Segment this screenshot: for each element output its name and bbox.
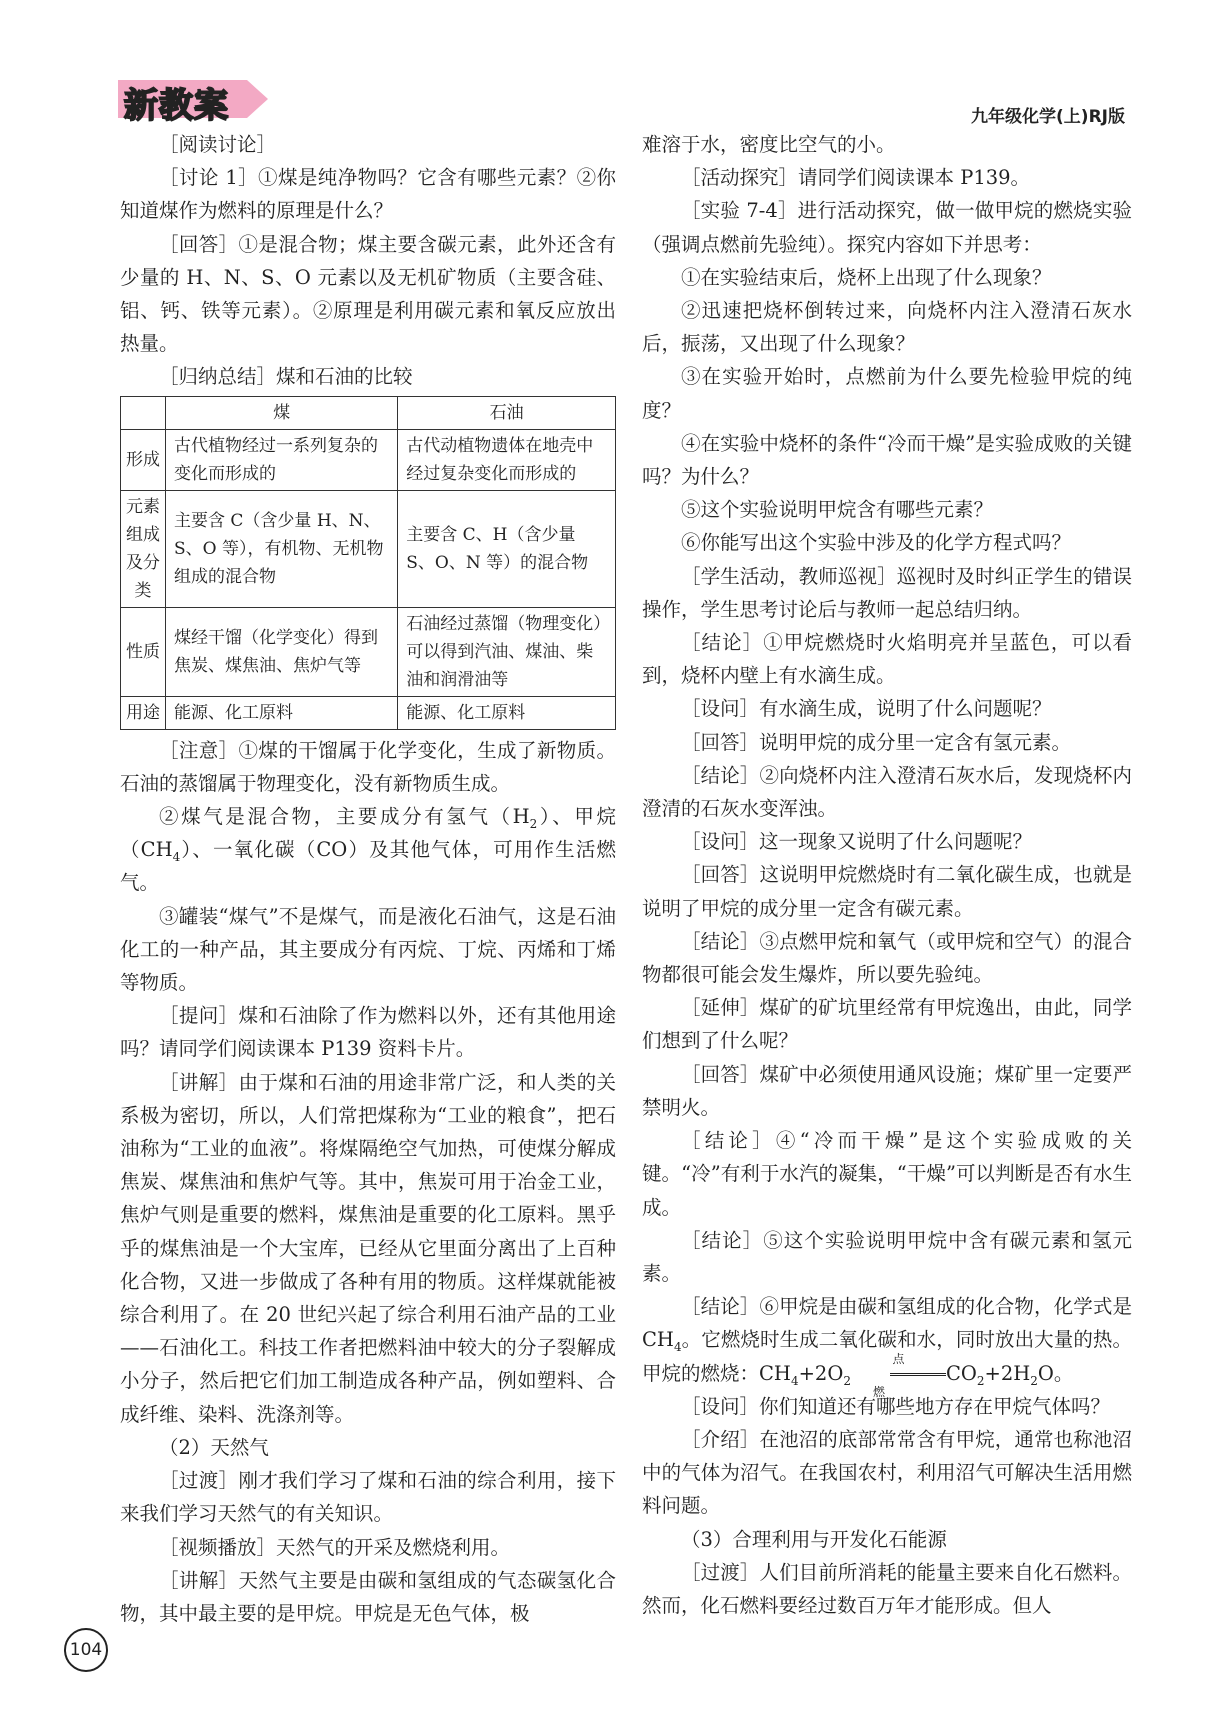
table-caption: ［归纳总结］煤和石油的比较 xyxy=(159,365,413,389)
comparison-table xyxy=(120,396,616,730)
subscript: 2 xyxy=(843,1373,851,1388)
table-cell: 主要含 C（含少量 H、N、S、O 等），有机物、无机物组成的混合物 xyxy=(166,490,398,607)
subscript: 4 xyxy=(790,1373,799,1388)
right-column xyxy=(642,128,1132,1622)
reaction-condition: 点燃 xyxy=(872,1351,905,1399)
text-span: O。 xyxy=(1037,1361,1074,1385)
table-cell: 石油经过蒸馏（物理变化）可以得到汽油、煤油、柴油和润滑油等 xyxy=(398,607,616,696)
paragraph: ③罐装“煤气”不是煤气，而是液化石油气，这是石油化工的一种产品，其主要成分有丙烷、丁烷、丙烯和丁烯等物质。 xyxy=(120,904,616,995)
row-header: 性质 xyxy=(121,607,166,696)
paragraph: ［设问］你们知道还有哪些地方存在甲烷气体吗？ xyxy=(681,1394,1111,1418)
table-cell: 古代植物经过一系列复杂的变化而形成的 xyxy=(166,429,398,490)
row-header: 形成 xyxy=(121,429,166,490)
subsection-heading: （3）合理利用与开发化石能源 xyxy=(681,1527,947,1551)
section-heading: ［阅读讨论］ xyxy=(159,133,277,156)
subscript: 4 xyxy=(673,1340,682,1355)
table-header-row xyxy=(121,396,616,429)
paragraph: ［结论］③点燃甲烷和氧气（或甲烷和空气）的混合物都很可能会发生爆炸，所以要先验纯。 xyxy=(642,929,1132,987)
question-item: ⑥你能写出这个实验中涉及的化学方程式吗？ xyxy=(681,531,1072,555)
reaction-arrow xyxy=(851,1351,946,1399)
paragraph: ［过渡］刚才我们学习了煤和石油的综合利用，接下来我们学习天然气的有关知识。 xyxy=(120,1469,616,1526)
paragraph: 难溶于水，密度比空气的小。 xyxy=(642,133,896,156)
table-row xyxy=(121,696,616,729)
paragraph: ［结论］④“冷而干燥”是这个实验成败的关键。“冷”有利于水汽的凝集，“干燥”可以判断是否有水生成。 xyxy=(642,1129,1132,1219)
text-span: ②煤气是混合物，主要成分有氢气（H xyxy=(159,805,530,829)
paragraph: ［过渡］人们目前所消耗的能量主要来自化石燃料。然而，化石燃料要经过数百万年才能形成。但人 xyxy=(642,1560,1132,1617)
paragraph: ［回答］说明甲烷的成分里一定含有氢元素。 xyxy=(681,730,1072,754)
paragraph: ［学生活动，教师巡视］巡视时及时纠正学生的错误操作，学生思考讨论后与教师一起总结归纳。 xyxy=(642,564,1132,621)
paragraph: ［讲解］由于煤和石油的用途非常广泛，和人类的关系极为密切，所以，人们常把煤称为“工业的粮食”，把石油称为“工业的血液”。将煤隔绝空气加热，可使煤分解成焦炭、煤焦油和焦炉气等。其中，焦炭可用于冶金工业，焦炉气则是重要的燃料，煤焦油是重要的化工原料。黑乎乎的煤焦油是一个大宝库，已经从它里面分离出了上百种化合物，又进一步做成了各种有用的物质。这样煤就能被综合利用了。在 20 世纪兴起了综合利用石油产品的工业——石油化工。科技工作者把燃料油中较大的分子裂解成小分子，然后把它们加工制造成各种产品，例如塑料、合成纤维、染料、洗涤剂等。 xyxy=(120,1070,616,1426)
paragraph: ［设问］这一现象又说明了什么问题呢？ xyxy=(681,830,1033,854)
subsection-heading: （2）天然气 xyxy=(159,1435,269,1459)
paragraph: ［回答］①是混合物；煤主要含碳元素，此外还含有少量的 H、N、S、O 元素以及无机矿物质（主要含硅、铝、钙、铁等元素）。②原理是利用碳元素和氧反应放出热量。 xyxy=(120,232,616,356)
text-span: +2O xyxy=(798,1361,844,1385)
paragraph: ［活动探究］请同学们阅读课本 P139。 xyxy=(681,166,1031,190)
subscript: 2 xyxy=(1030,1373,1038,1388)
paragraph: ［讲解］天然气主要是由碳和氢组成的气态碳氢化合物，其中最主要的是甲烷。甲烷是无色气体，极 xyxy=(120,1568,616,1625)
page-number: 104 xyxy=(64,1628,108,1672)
table-cell: 主要含 C、H（含少量 S、O、N 等）的混合物 xyxy=(398,490,616,607)
table-cell: 古代动植物遗体在地壳中经过复杂变化而形成的 xyxy=(398,429,616,490)
table-cell: 能源、化工原料 xyxy=(398,696,616,729)
question-item: ⑤这个实验说明甲烷含有哪些元素？ xyxy=(681,498,994,522)
subscript: 4 xyxy=(172,850,181,865)
table-row xyxy=(121,607,616,696)
paragraph: ［介绍］在池沼的底部常常含有甲烷，通常也称池沼中的气体为沼气。在我国农村，利用沼气可解决生活用燃料问题。 xyxy=(642,1427,1132,1518)
paragraph xyxy=(120,800,616,900)
row-header: 元素组成及分类 xyxy=(121,490,166,607)
table-row xyxy=(121,490,616,607)
text-span: CO xyxy=(945,1361,977,1385)
subscript: 2 xyxy=(976,1373,985,1388)
brand-logo xyxy=(118,76,278,126)
row-header: 用途 xyxy=(121,696,166,729)
table-cell: 能源、化工原料 xyxy=(166,696,398,729)
paragraph: ［结论］②向烧杯内注入澄清石灰水后，发现烧杯内澄清的石灰水变浑浊。 xyxy=(642,763,1132,821)
text-span: +2H xyxy=(984,1361,1031,1385)
text-span: ）、甲烷（CH xyxy=(120,805,616,862)
text-span: 。它燃烧时生成二氧化碳和水，同时放出大量的热。甲烷的燃烧：CH xyxy=(642,1328,1132,1385)
column-header: 煤 xyxy=(166,396,398,429)
paragraph: ［提问］煤和石油除了作为燃料以外，还有其他用途吗？请同学们阅读课本 P139 资料卡片。 xyxy=(120,1004,616,1061)
left-column xyxy=(120,128,616,1630)
table-corner xyxy=(121,396,166,429)
paragraph: ［注意］①煤的干馏属于化学变化，生成了新物质。石油的蒸馏属于物理变化，没有新物质生成。 xyxy=(120,738,616,795)
text-span: ［结论］⑥甲烷是由碳和氢组成的化合物，化学式是 CH xyxy=(642,1295,1132,1352)
table-cell: 煤经干馏（化学变化）得到焦炭、煤焦油、焦炉气等 xyxy=(166,607,398,696)
subscript: 2 xyxy=(529,816,538,831)
table-row xyxy=(121,429,616,490)
text-span: ）、一氧化碳（CO）及其他气体，可用作生活燃气。 xyxy=(120,838,616,895)
paragraph: ［设问］有水滴生成，说明了什么问题呢？ xyxy=(681,697,1052,721)
question-item: ①在实验结束后，烧杯上出现了什么现象？ xyxy=(681,265,1052,289)
paragraph: ［讨论 1］①煤是纯净物吗？它含有哪些元素？②你知道煤作为燃料的原理是什么？ xyxy=(120,166,616,223)
paragraph: ［回答］煤矿中必须使用通风设施；煤矿里一定要严禁明火。 xyxy=(642,1062,1132,1119)
logo-text: 新教案 xyxy=(124,86,229,126)
question-item: ②迅速把烧杯倒转过来，向烧杯内注入澄清石灰水后，振荡，又出现了什么现象？ xyxy=(642,299,1132,356)
question-item: ④在实验中烧杯的条件“冷而干燥”是实验成败的关键吗？为什么？ xyxy=(642,431,1132,489)
paragraph: ［回答］这说明甲烷燃烧时有二氧化碳生成，也就是说明了甲烷的成分里一定含有碳元素。 xyxy=(642,863,1132,920)
paragraph: ［实验 7-4］进行活动探究，做一做甲烷的燃烧实验（强调点燃前先验纯）。探究内容如下并思考： xyxy=(642,199,1132,256)
edition-label: 九年级化学(上)RJ版 xyxy=(971,107,1125,127)
column-header: 石油 xyxy=(398,396,616,429)
question-item: ③在实验开始时，点燃前为什么要先检验甲烷的纯度？ xyxy=(642,365,1132,422)
paragraph: ［延伸］煤矿的矿坑里经常有甲烷逸出，由此，同学们想到了什么呢？ xyxy=(642,996,1132,1053)
paragraph: ［视频播放］天然气的开采及燃烧利用。 xyxy=(159,1535,511,1559)
equation-paragraph xyxy=(642,1290,1132,1399)
paragraph: ［结论］⑤这个实验说明甲烷中含有碳元素和氢元素。 xyxy=(642,1228,1132,1285)
paragraph: ［结论］①甲烷燃烧时火焰明亮并呈蓝色，可以看到，烧杯内壁上有水滴生成。 xyxy=(642,631,1132,688)
